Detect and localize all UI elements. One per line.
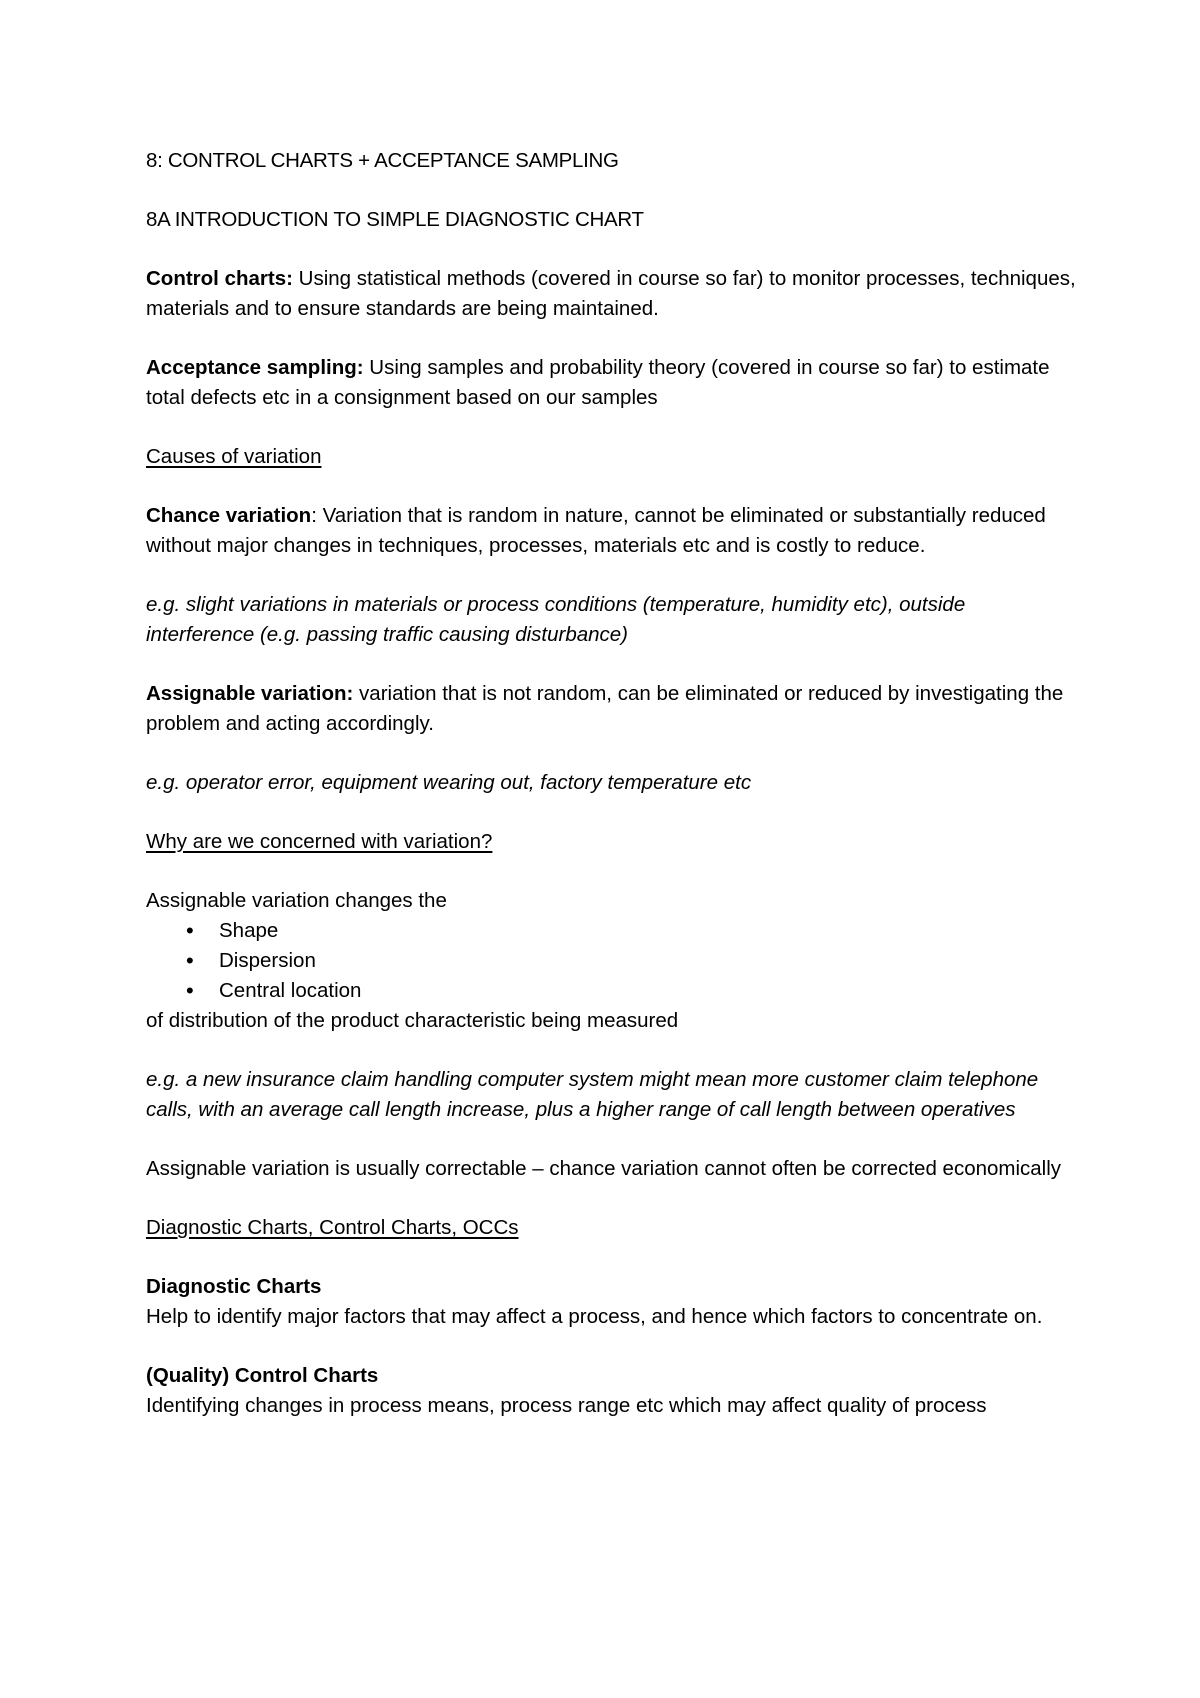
diagnostic-charts-section [146, 1272, 1076, 1332]
list-item [146, 976, 1076, 1006]
changes-intro: Assignable variation changes the [146, 889, 447, 912]
causes-heading: Causes of variation [146, 445, 322, 468]
section-text: Identifying changes in process means, process range etc which may affect quality of process [146, 1394, 987, 1417]
bullet-icon: • [186, 918, 194, 943]
list-item [146, 946, 1076, 976]
definition-text: : Variation that is random in nature, cannot be eliminated or substantially reduced without major changes in techniques, processes, materials etc and is costly to reduce. [146, 504, 1046, 557]
section-title: 8A INTRODUCTION TO SIMPLE DIAGNOSTIC CHART [146, 208, 644, 231]
definition-term: Chance variation [146, 504, 312, 527]
quality-control-charts-section [146, 1361, 1076, 1421]
list-item [146, 916, 1076, 946]
list-item-label: Dispersion [219, 949, 316, 972]
definition-text: Using statistical methods (covered in course so far) to monitor processes, techniques, materials and to ensure standards are being maintained. [146, 267, 1076, 320]
control-charts-definition [146, 264, 1076, 324]
section-term: (Quality) Control Charts [146, 1364, 379, 1387]
definition-text: variation that is not random, can be eliminated or reduced by investigating the problem and acting accordingly. [146, 682, 1064, 735]
document-title: 8: CONTROL CHARTS + ACCEPTANCE SAMPLING [146, 149, 619, 172]
acceptance-sampling-definition [146, 353, 1076, 413]
variation-bullet-list [146, 916, 1076, 1006]
list-item-label: Central location [219, 979, 362, 1002]
definition-text: Using samples and probability theory (covered in course so far) to estimate total defects etc in a consignment based on our samples [146, 356, 1050, 409]
assignable-example: e.g. operator error, equipment wearing out, factory temperature etc [146, 771, 752, 794]
chance-variation-definition [146, 501, 1076, 561]
changes-outro: of distribution of the product characteristic being measured [146, 1009, 679, 1032]
chance-example: e.g. slight variations in materials or process conditions (temperature, humidity etc), outside interference (e.g. passing traffic causing disturbance) [146, 593, 966, 646]
assignable-variation-definition [146, 679, 1076, 739]
why-heading: Why are we concerned with variation? [146, 830, 493, 853]
definition-term: Acceptance sampling: [146, 356, 364, 379]
document-content [146, 146, 1076, 1450]
section-term: Diagnostic Charts [146, 1275, 322, 1298]
definition-term: Control charts: [146, 267, 293, 290]
section-text: Help to identify major factors that may affect a process, and hence which factors to concentrate on. [146, 1305, 1043, 1328]
correctable-statement: Assignable variation is usually correctable – chance variation cannot often be corrected economically [146, 1157, 1062, 1180]
list-item-label: Shape [219, 919, 279, 942]
insurance-example: e.g. a new insurance claim handling computer system might mean more customer claim telephone calls, with an average call length increase, plus a higher range of call length between operatives [146, 1068, 1039, 1121]
charts-heading: Diagnostic Charts, Control Charts, OCCs [146, 1216, 519, 1239]
definition-term: Assignable variation: [146, 682, 354, 705]
bullet-icon: • [186, 948, 194, 973]
bullet-icon: • [186, 978, 194, 1003]
